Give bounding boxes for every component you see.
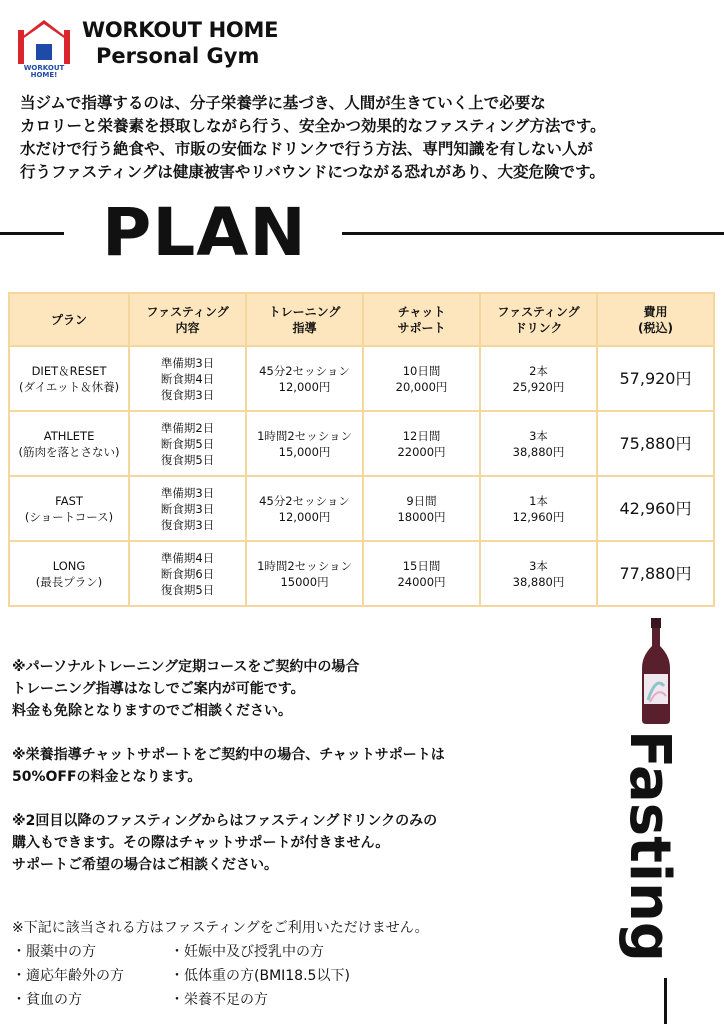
cell-training	[247, 412, 362, 475]
cell-line: 準備期4日	[160, 550, 215, 565]
cell-line: 断食期5日	[160, 436, 215, 451]
cell-line: 断食期6日	[160, 566, 215, 581]
cell-line: 9日間	[406, 493, 437, 508]
note-block	[12, 744, 602, 788]
cell-line: 10日間	[402, 363, 441, 378]
cell-line: 38,880円	[512, 444, 565, 459]
cell-line: 15,000円	[278, 444, 331, 459]
cell-line: ATHLETE	[43, 428, 95, 443]
cell-line: 18000円	[397, 509, 446, 524]
cell-line: 準備期2日	[160, 420, 215, 435]
warning-item: ・栄養不足の方	[170, 992, 268, 1008]
cell-line: 15000円	[280, 574, 329, 589]
intro-line: カロリーと栄養素を摂取しながら行う、安全かつ効果的なファスティング方法です。	[20, 117, 606, 135]
cell-price: 57,920円	[598, 347, 713, 410]
svg-text:WORKOUT: WORKOUT	[23, 64, 65, 72]
intro-line: 水だけで行う絶食や、市販の安価なドリンクで行う方法、専門知識を有しない人が	[20, 140, 593, 158]
note-line: トレーニング指導はなしでご案内が可能です。	[12, 681, 305, 697]
column-header-line: (税込)	[638, 320, 673, 335]
warning-item: ・妊娠中及び授乳中の方	[170, 944, 324, 960]
cell-line: 3本	[529, 558, 548, 573]
table-header-row	[10, 294, 713, 345]
warning-item: ・貧血の方	[12, 992, 82, 1008]
column-header-line: 費用	[643, 304, 668, 319]
table-row	[10, 347, 713, 410]
table-body	[10, 347, 713, 605]
note-line: ※栄養指導チャットサポートをご契約中の場合、チャットサポートは	[12, 747, 445, 763]
note-line: ※2回目以降のファスティングからはファスティングドリンクのみの	[12, 813, 438, 829]
brand-name: WORKOUT HOME	[82, 18, 279, 42]
cell-plan	[10, 412, 128, 475]
cell-drink	[481, 347, 596, 410]
intro-line: 当ジムで指導するのは、分子栄養学に基づき、人間が生きていく上で必要な	[20, 94, 546, 112]
cell-plan	[10, 347, 128, 410]
cell-drink	[481, 412, 596, 475]
plan-heading: PLAN	[101, 194, 307, 271]
warning-title: ※下記に該当される方はファスティングをご利用いただけません。	[12, 920, 429, 936]
plan-table	[8, 292, 715, 607]
cell-line: (ショートコース)	[24, 509, 114, 524]
column-header	[247, 294, 362, 345]
cell-line: 12,000円	[278, 509, 331, 524]
column-header	[10, 294, 128, 345]
column-header-line: ファスティング	[146, 304, 229, 319]
table-row	[10, 477, 713, 540]
cell-price: 75,880円	[598, 412, 713, 475]
note-line: サポートご希望の場合はご相談ください。	[12, 857, 278, 873]
side-title	[617, 730, 706, 970]
cell-price: 42,960円	[598, 477, 713, 540]
table-row	[10, 542, 713, 605]
cell-line: 復食期5日	[160, 582, 215, 597]
column-header	[364, 294, 479, 345]
brand-subtitle: Personal Gym	[96, 44, 260, 68]
cell-line: 1時間2セッション	[257, 558, 352, 573]
warning-item: ・低体重の方(BMI18.5以下)	[170, 968, 350, 984]
intro-paragraph	[20, 92, 710, 184]
cell-line: 断食期4日	[160, 371, 215, 386]
cell-line: (筋肉を落とさない)	[18, 444, 120, 459]
cell-line: 20,000円	[395, 379, 448, 394]
column-header	[130, 294, 245, 345]
cell-plan	[10, 542, 128, 605]
cell-line: 12,960円	[512, 509, 565, 524]
cell-line: FAST	[55, 493, 83, 508]
intro-line: 行うファスティングは健康被害やリバウンドにつながる恐れがあり、大変危険です。	[20, 163, 605, 181]
cell-line: 12日間	[402, 428, 441, 443]
cell-line: 1時間2セッション	[257, 428, 352, 443]
column-header-line: トレーニング	[268, 304, 341, 319]
cell-content	[130, 347, 245, 410]
cell-line: LONG	[52, 558, 86, 573]
note-line: 50%OFFの料金となります。	[12, 769, 202, 785]
warning-item: ・服薬中の方	[12, 944, 96, 960]
cell-price: 77,880円	[598, 542, 713, 605]
cell-chat	[364, 477, 479, 540]
column-header-line: 指導	[292, 320, 317, 335]
cell-line: 準備期3日	[160, 355, 215, 370]
column-header-line: プラン	[51, 312, 88, 327]
brand-logo	[12, 14, 76, 78]
warning-item: ・適応年齢外の方	[12, 968, 124, 984]
column-header-line: 内容	[175, 320, 200, 335]
cell-line: 22000円	[397, 444, 446, 459]
svg-text:HOME!: HOME!	[30, 71, 58, 78]
cell-drink	[481, 542, 596, 605]
cell-line: DIET＆RESET	[31, 363, 107, 378]
cell-drink	[481, 477, 596, 540]
column-header	[598, 294, 713, 345]
cell-line: 2本	[529, 363, 548, 378]
cell-line: 3本	[529, 428, 548, 443]
cell-line: 45分2セッション	[259, 493, 350, 508]
column-header-line: サポート	[397, 320, 446, 335]
note-line: 購入もできます。その際はチャットサポートが付きません。	[12, 835, 390, 851]
cell-training	[247, 347, 362, 410]
note-line: 料金も免除となりますのでご相談ください。	[12, 703, 292, 719]
table-row	[10, 412, 713, 475]
cell-line: 25,920円	[512, 379, 565, 394]
cell-content	[130, 477, 245, 540]
cell-training	[247, 542, 362, 605]
cell-line: 38,880円	[512, 574, 565, 589]
column-header-line: ドリンク	[514, 320, 563, 335]
note-block	[12, 810, 602, 876]
eligibility-warning	[12, 916, 572, 1012]
cell-line: 復食期3日	[160, 517, 215, 532]
cell-line: 準備期3日	[160, 485, 215, 500]
cell-line: (ダイエット＆休養)	[19, 379, 120, 394]
cell-line: 断食期3日	[160, 501, 215, 516]
cell-plan	[10, 477, 128, 540]
cell-content	[130, 542, 245, 605]
column-header-line: チャット	[397, 304, 446, 319]
cell-line: 復食期3日	[160, 387, 215, 402]
cell-content	[130, 412, 245, 475]
column-header	[481, 294, 596, 345]
notes	[12, 656, 602, 898]
note-line: ※パーソナルトレーニング定期コースをご契約中の場合	[12, 659, 360, 675]
cell-line: 45分2セッション	[259, 363, 350, 378]
column-header-line: ファスティング	[497, 304, 580, 319]
warning-list	[12, 940, 572, 1012]
divider-left	[0, 232, 64, 235]
divider-right	[342, 232, 724, 235]
side-title-text: Fasting	[617, 730, 682, 963]
cell-chat	[364, 412, 479, 475]
cell-line: 復食期5日	[160, 452, 215, 467]
cell-chat	[364, 542, 479, 605]
cell-training	[247, 477, 362, 540]
cell-line: 15日間	[402, 558, 441, 573]
cell-line: 24000円	[397, 574, 446, 589]
cell-line: (最長プラン)	[35, 574, 103, 589]
cell-line: 1本	[529, 493, 548, 508]
cell-line: 12,000円	[278, 379, 331, 394]
side-divider	[664, 978, 667, 1024]
fasting-drink-bottle-image	[628, 616, 684, 726]
note-block	[12, 656, 602, 722]
cell-chat	[364, 347, 479, 410]
